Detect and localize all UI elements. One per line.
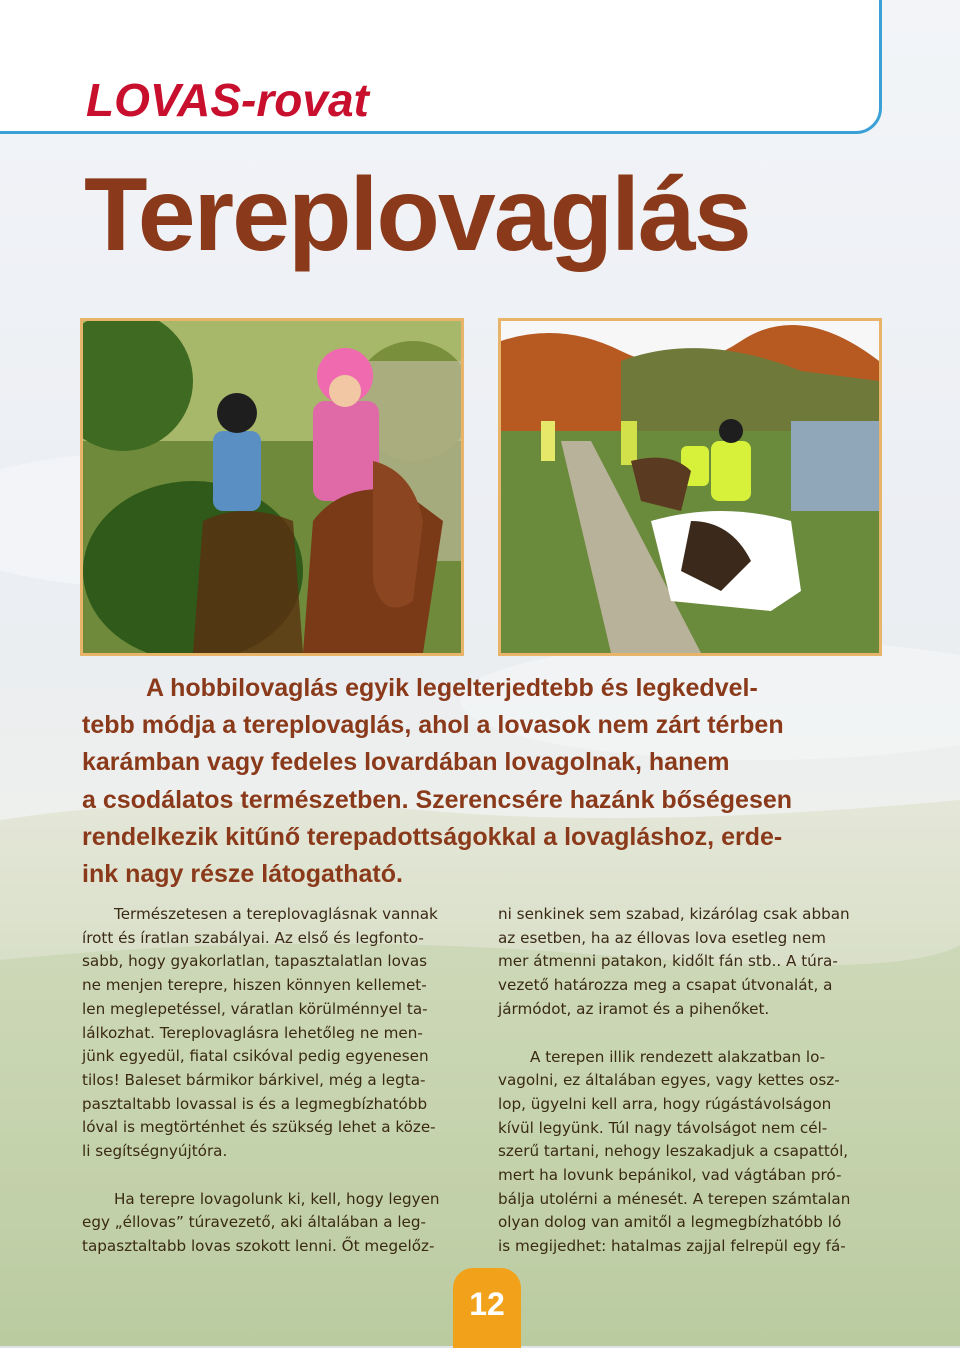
body-line: vagolni, ez általában egyes, vagy kettes osz- [498, 1071, 840, 1090]
body-line: len meglepetéssel, váratlan körülménnyel ta- [82, 999, 428, 1018]
body-line: jármódot, az iramot és a pihenőket. [498, 999, 770, 1018]
body-line: li segítségnyújtóra. [82, 1142, 228, 1161]
body-line: lóval is megtörténhet és szükség lehet a köze- [82, 1118, 436, 1137]
photo-children-riding [80, 318, 464, 656]
section-label: LOVAS-rovat [86, 74, 369, 126]
body-line: vezető határozza meg a csapat útvonalát, a [498, 976, 833, 995]
body-line: kívül legyünk. Túl nagy távolságot nem cél- [498, 1118, 828, 1137]
paragraph-gap [498, 1022, 884, 1046]
body-line: Ha terepre lovagolunk ki, kell, hogy legyen [114, 1189, 440, 1208]
body-line: tilos! Baleset bármikor bárkivel, még a legta- [82, 1070, 426, 1089]
body-line: ne menjen terepre, hiszen könnyen kellemet- [82, 976, 427, 995]
lead-line: ink nagy része látogatható. [82, 860, 403, 889]
photo-trail-ride [498, 318, 882, 656]
body-line: is megijedhet: hatalmas zajjal felrepül egy fá- [498, 1237, 846, 1256]
body-line: sabb, hogy gyakorlatlan, tapasztalatlan lovas [82, 952, 428, 971]
body-line: mert ha lovunk bepánikol, vad vágtában pró- [498, 1166, 842, 1185]
body-column-right [498, 903, 884, 1259]
photo-children-on-horses-icon [83, 321, 461, 653]
lead-line: tebb módja a tereplovaglás, ahol a lovasok nem zárt térben [82, 711, 784, 740]
body-line: egy „éllovas” túravezető, aki általában a leg- [82, 1213, 427, 1232]
photo-riders-on-path-icon [501, 321, 879, 653]
body-line: lálkozhat. Tereplovaglásra lehetőleg ne men- [82, 1023, 423, 1042]
article-title: Tereplovaglás [84, 157, 750, 273]
lead-paragraph [82, 670, 872, 893]
body-line: mer átmenni patakon, kidőlt fán stb.. A túra- [498, 952, 838, 971]
body-line: az esetben, ha az éllovas lova esetleg nem [498, 928, 826, 947]
body-line: ni senkinek sem szabad, kizárólag csak abban [498, 905, 850, 923]
body-line: tapasztaltabb lovas szokott lenni. Őt megelőz- [82, 1237, 435, 1256]
body-line: pasztaltabb lovassal is és a legmegbízhatóbb [82, 1094, 428, 1113]
body-line: szerű tartani, nehogy leszakadjuk a csapattól, [498, 1142, 849, 1161]
body-line: A terepen illik rendezett alakzatban lo- [530, 1047, 826, 1066]
body-line: Természetesen a tereplovaglásnak vannak [114, 905, 438, 923]
lead-line: a csodálatos természetben. Szerencsére hazánk bőségesen [82, 785, 793, 814]
lead-line: rendelkezik kitűnő terepadottságokkal a lovagláshoz, erde- [82, 822, 783, 851]
page-number: 12 [453, 1268, 521, 1348]
body-column-left [82, 903, 468, 1259]
lead-line: A hobbilovaglás egyik legelterjedtebb és legkedvel- [146, 674, 758, 702]
paragraph-gap [82, 1164, 468, 1188]
body-line: írott és íratlan szabályai. Az első és legfonto- [82, 928, 424, 947]
body-line: bálja utolérni a ménesét. A terepen számtalan [498, 1189, 851, 1208]
lead-line: karámban vagy fedeles lovardában lovagolnak, hanem [82, 748, 730, 777]
body-line: lop, ügyelni kell arra, hogy rúgástávolságon [498, 1094, 832, 1113]
body-line: olyan dolog van amitől a legmegbízhatóbb ló [498, 1213, 842, 1232]
body-line: jünk egyedül, fiatal csikóval pedig egyenesen [82, 1047, 429, 1066]
